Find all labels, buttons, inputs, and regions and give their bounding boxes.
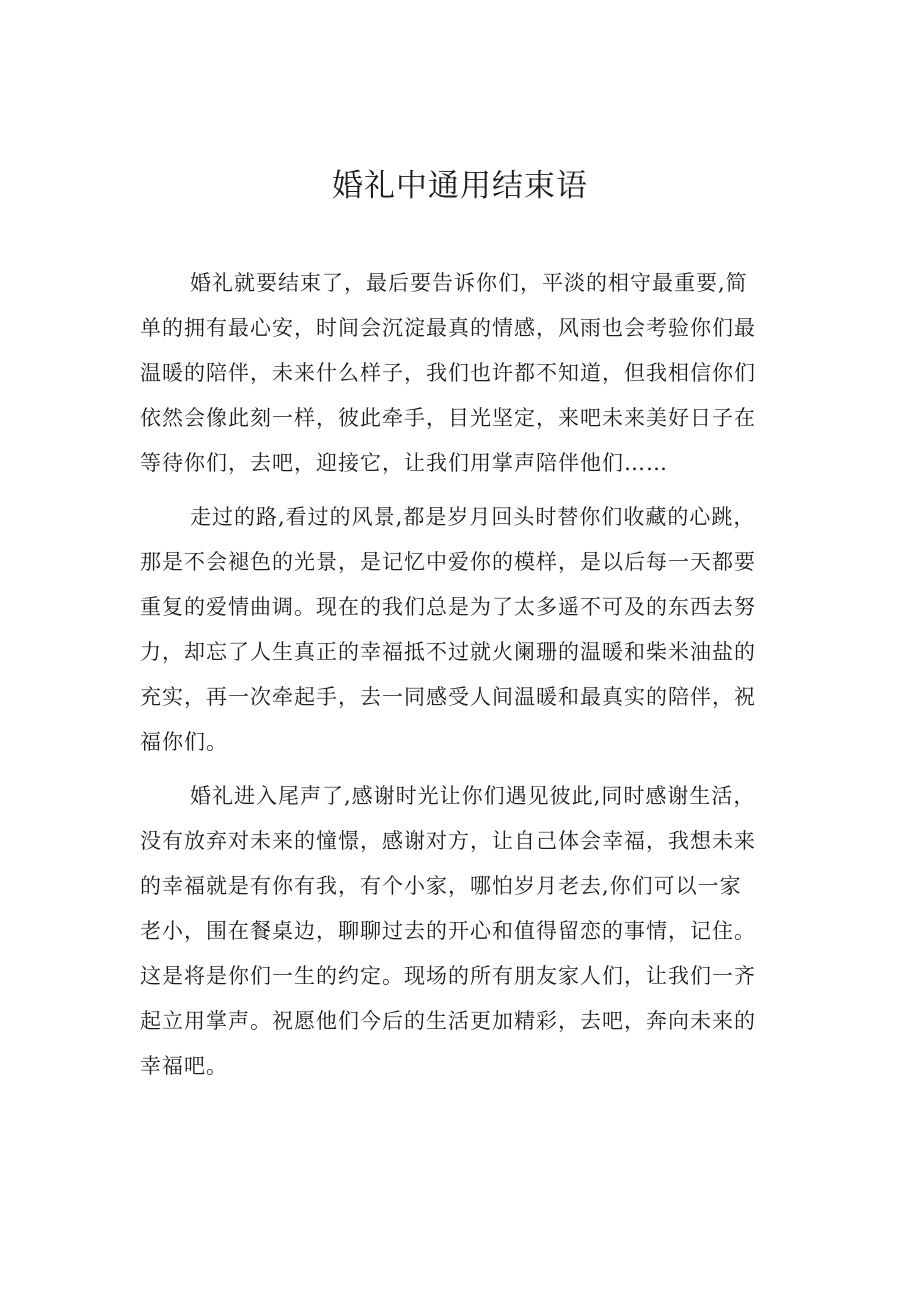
text-line: 这是将是你们一生的约定。现场的所有朋友家人们，让我们一齐: [140, 964, 756, 988]
text-line: 单的拥有最心安，时间会沉淀最真的情感，风雨也会考验你们最: [140, 316, 756, 340]
text-line: 充实，再一次牵起手，去一同感受人间温暖和最真实的陪伴，祝: [140, 685, 756, 709]
text-line: 温暖的陪伴，未来什么样子，我们也许都不知道，但我相信你们: [140, 361, 756, 385]
text-line: 老小，围在餐桌边，聊聊过去的开心和值得留恋的事情，记住。: [140, 919, 756, 943]
text-line: 的幸福就是有你有我，有个小家，哪怕岁月老去,你们可以一家: [140, 874, 742, 898]
paragraph-3: [140, 774, 790, 1089]
text-line: 力，却忘了人生真正的幸福抵不过就火阑珊的温暖和柴米油盐的: [140, 640, 756, 664]
text-line: 走过的路,看过的风景,都是岁月回头时替你们收藏的心跳，: [190, 505, 756, 529]
text-line: 婚礼就要结束了，最后要告诉你们，平淡的相守最重要,简: [190, 271, 748, 295]
text-line: 福你们。: [140, 730, 228, 754]
text-line: 依然会像此刻一样，彼此牵手，目光坚定，来吧未来美好日子在: [140, 406, 756, 430]
text-line: 婚礼进入尾声了,感谢时光让你们遇见彼此,同时感谢生活，: [190, 784, 756, 808]
text-line: 重复的爱情曲调。现在的我们总是为了太多遥不可及的东西去努: [140, 595, 756, 619]
text-line: 没有放弃对未来的憧憬，感谢对方，让自己体会幸福，我想未来: [140, 829, 756, 853]
text-line: 等待你们，去吧，迎接它，让我们用掌声陪伴他们……: [140, 451, 668, 475]
document-body: [140, 261, 790, 1098]
text-line: 那是不会褪色的光景，是记忆中爱你的模样，是以后每一天都要: [140, 550, 756, 574]
page-title: 婚礼中通用结束语: [332, 168, 588, 204]
text-line: 幸福吧。: [140, 1054, 228, 1078]
text-line: 起立用掌声。祝愿他们今后的生活更加精彩，去吧，奔向未来的: [140, 1009, 756, 1033]
paragraph-2: [140, 495, 790, 765]
paragraph-1: [140, 261, 790, 486]
